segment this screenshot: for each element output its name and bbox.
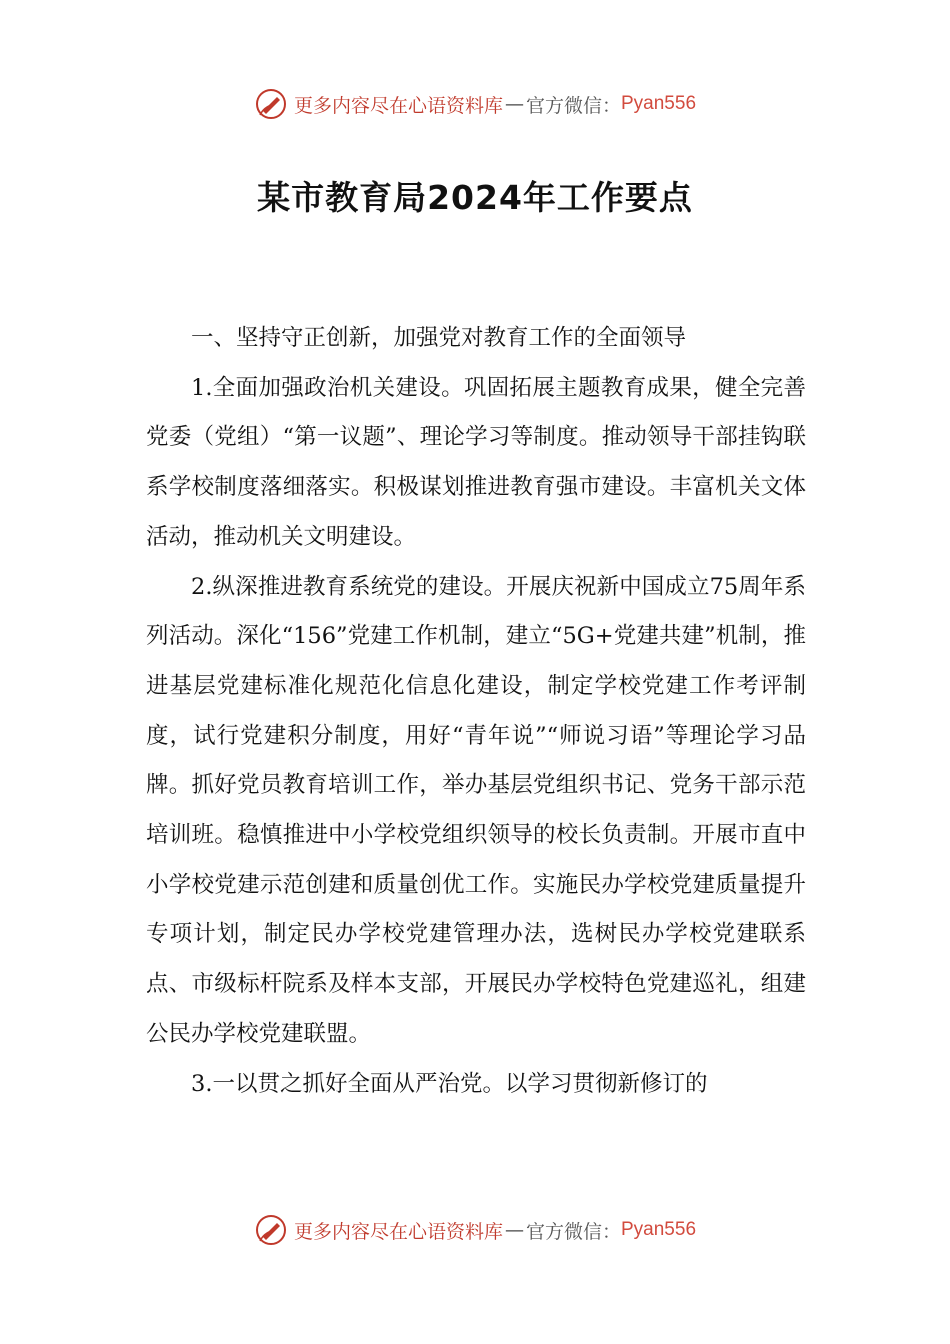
document-title: 某市教育局2024年工作要点 bbox=[257, 178, 693, 217]
paragraph-1: 1.全面加强政治机关建设。巩固拓展主题教育成果，健全完善党委（党组）“第一议题”、理论学习等制度。推动领导干部挂钩联系学校制度落细落实。积极谋划推进教育强市建设。丰富机关文体活动，推动机关文明建设。 bbox=[146, 374, 806, 550]
section-heading: 一、坚持守正创新，加强党对教育工作的全面领导 bbox=[191, 325, 687, 351]
pen-logo-icon bbox=[254, 87, 288, 121]
document-body bbox=[146, 314, 806, 1109]
banner-dash: — bbox=[504, 1219, 524, 1241]
banner-text: 更多内容尽在心语资料库 bbox=[293, 94, 503, 117]
pen-logo-icon bbox=[254, 1213, 288, 1247]
banner-wechat-label: 官方微信： bbox=[525, 1220, 621, 1243]
banner-text: 更多内容尽在心语资料库 bbox=[293, 1220, 503, 1243]
banner-wechat-id: Pyan556 bbox=[621, 1219, 697, 1240]
banner-wechat-id: Pyan556 bbox=[621, 93, 697, 114]
banner-wechat-label: 官方微信： bbox=[525, 94, 621, 117]
banner-dash: — bbox=[504, 93, 524, 115]
paragraph-2: 2.纵深推进教育系统党的建设。开展庆祝新中国成立75周年系列活动。深化“156”党建工作机制，建立“5G+党建共建”机制，推进基层党建标准化规范化信息化建设，制定学校党建工作考评制度，试行党建积分制度，用好“青年说”“师说习语”等理论学习品牌。抓好党员教育培训工作，举办基层党组织书记、党务干部示范培训班。稳慎推进中小学校党组织领导的校长负责制。开展市直中小学校党建示范创建和质量创优工作。实施民办学校党建质量提升专项计划，制定民办学校党建管理办法，选树民办学校党建联系点、市级标杆院系及样本支部，开展民办学校特色党建巡礼，组建公民办学校党建联盟。 bbox=[146, 573, 806, 1047]
header-banner bbox=[0, 84, 950, 124]
paragraph-3: 3.一以贯之抓好全面从严治党。以学习贯彻新修订的 bbox=[191, 1070, 708, 1097]
footer-banner bbox=[0, 1210, 950, 1250]
